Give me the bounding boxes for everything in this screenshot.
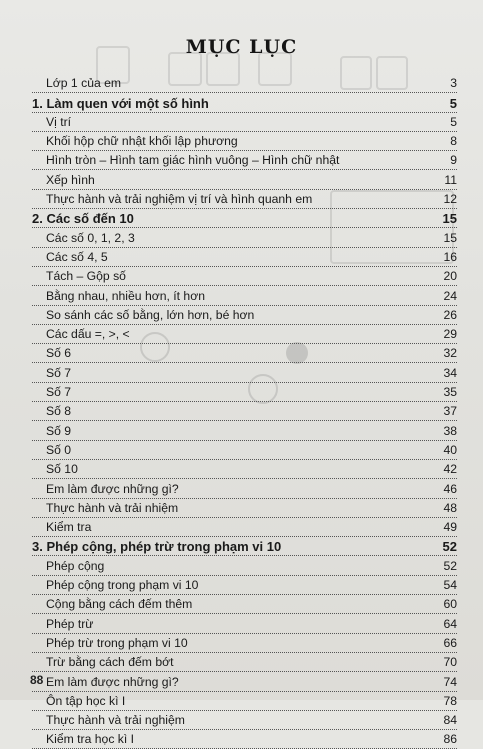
toc-page-number: 74: [443, 674, 457, 689]
toc-page-number: 15: [443, 230, 457, 245]
toc-label: Số 0: [46, 442, 72, 457]
toc-label: Thực hành và trải nghiệm vị trí và hình quanh em: [46, 192, 313, 207]
toc-page-number: 78: [443, 693, 457, 708]
toc-entry: [32, 402, 457, 421]
toc-label: Số 7: [46, 365, 72, 380]
toc-page-number: 29: [443, 327, 457, 342]
toc-entry: [32, 634, 457, 653]
toc-page-number: 48: [443, 500, 457, 515]
toc-page-number: 32: [443, 346, 457, 361]
toc-page-number: 35: [443, 385, 457, 400]
toc-entry: [32, 267, 457, 286]
toc-label: Ôn tập học kì I: [46, 693, 126, 708]
toc-entry: [32, 653, 457, 672]
toc-label: Các số 4, 5: [46, 249, 108, 264]
toc-entry: [32, 228, 457, 247]
toc-page-number: 60: [443, 597, 457, 612]
toc-page-number: 70: [443, 655, 457, 670]
toc-entry: [32, 383, 457, 402]
toc-entry: [32, 711, 457, 730]
toc-label: Kiểm tra học kì I: [46, 732, 135, 747]
toc-label: Kiểm tra: [46, 520, 92, 535]
toc-entry: [32, 460, 457, 479]
toc-page-number: 37: [443, 404, 457, 419]
toc-page-number: 46: [443, 481, 457, 496]
toc-section: [32, 209, 457, 228]
toc-entry: [32, 441, 457, 460]
toc-entry: [32, 190, 457, 209]
toc-entry: [32, 363, 457, 382]
toc-page-number: 12: [443, 192, 457, 207]
toc-entry: [32, 556, 457, 575]
toc-label: 2. Các số đến 10: [32, 211, 134, 227]
toc-entry: [32, 499, 457, 518]
toc-entry: [32, 113, 457, 132]
toc-page-number: 52: [442, 539, 457, 555]
toc-label: Hình tròn – Hình tam giác hình vuông – Hình chữ nhật: [46, 153, 340, 168]
toc-page-number: 54: [443, 578, 457, 593]
page-title: MỤC LỤC: [185, 36, 298, 58]
toc-label: Vị trí: [46, 114, 72, 129]
toc-page-number: 5: [450, 114, 457, 129]
toc-entry: [32, 672, 457, 691]
toc-page-number: 38: [443, 423, 457, 438]
toc-label: Số 7: [46, 385, 72, 400]
toc-section: [32, 93, 457, 112]
toc-page-number: 40: [443, 442, 457, 457]
table-of-contents: [32, 74, 457, 749]
toc-label: Số 10: [46, 462, 78, 477]
toc-page-number: 64: [443, 616, 457, 631]
toc-label: Xếp hình: [46, 172, 95, 187]
toc-entry: [32, 306, 457, 325]
toc-label: Em làm được những gì?: [46, 481, 179, 496]
toc-label: Các số 0, 1, 2, 3: [46, 230, 135, 245]
toc-page-number: 15: [442, 211, 457, 227]
toc-label: 1. Làm quen với một số hình: [32, 95, 209, 111]
toc-page-number: 34: [443, 365, 457, 380]
toc-page-number: 3: [450, 76, 457, 91]
toc-entry: [32, 518, 457, 537]
toc-section: [32, 537, 457, 556]
toc-page-number: 84: [443, 713, 457, 728]
toc-page-number: 9: [450, 153, 457, 168]
toc-label: Lớp 1 của em: [46, 76, 122, 91]
toc-label: Phép trừ: [46, 616, 94, 631]
toc-label: Phép trừ trong phạm vi 10: [46, 635, 188, 650]
toc-page-number: 86: [443, 732, 457, 747]
toc-entry: [32, 576, 457, 595]
page-number: 88: [30, 673, 44, 687]
toc-entry: [32, 595, 457, 614]
toc-label: Em làm được những gì?: [46, 674, 179, 689]
toc-label: Thực hành và trải nhiệm: [46, 500, 179, 515]
toc-page-number: 16: [443, 249, 457, 264]
toc-page-number: 8: [450, 134, 457, 149]
toc-label: Phép cộng: [46, 558, 105, 573]
toc-label: Số 6: [46, 346, 72, 361]
toc-label: Các dấu =, >, <: [46, 327, 130, 342]
toc-label: Trừ bằng cách đếm bớt: [46, 655, 174, 670]
toc-page-number: 11: [444, 172, 457, 187]
toc-label: Khối hộp chữ nhật khối lập phương: [46, 134, 238, 149]
toc-page-number: 20: [443, 269, 457, 284]
toc-entry: [32, 248, 457, 267]
toc-label: Bằng nhau, nhiều hơn, ít hơn: [46, 288, 205, 303]
toc-entry: [32, 344, 457, 363]
toc-entry: [32, 151, 457, 170]
toc-entry: [32, 479, 457, 498]
toc-page-number: 49: [443, 520, 457, 535]
toc-entry: [32, 132, 457, 151]
toc-label: 3. Phép cộng, phép trừ trong phạm vi 10: [32, 539, 282, 555]
toc-entry: [32, 692, 457, 711]
toc-entry: [32, 421, 457, 440]
toc-page-number: 42: [443, 462, 457, 477]
toc-label: Thực hành và trải nghiệm: [46, 713, 185, 728]
toc-label: Phép cộng trong phạm vi 10: [46, 578, 199, 593]
toc-entry: [32, 730, 457, 749]
toc-label: Tách – Gộp số: [46, 269, 126, 284]
toc-entry: [32, 170, 457, 189]
toc-page-number: 66: [443, 635, 457, 650]
toc-page-number: 26: [443, 307, 457, 322]
toc-label: Số 8: [46, 404, 72, 419]
toc-page-number: 5: [449, 95, 457, 111]
toc-label: So sánh các số bằng, lớn hơn, bé hơn: [46, 307, 255, 322]
toc-entry: [32, 286, 457, 305]
toc-label: Cộng bằng cách đếm thêm: [46, 597, 193, 612]
toc-page-number: 24: [443, 288, 457, 303]
toc-entry: [32, 325, 457, 344]
toc-label: Số 9: [46, 423, 72, 438]
toc-entry: [32, 614, 457, 633]
toc-page-number: 52: [443, 558, 457, 573]
toc-entry: [32, 74, 457, 93]
